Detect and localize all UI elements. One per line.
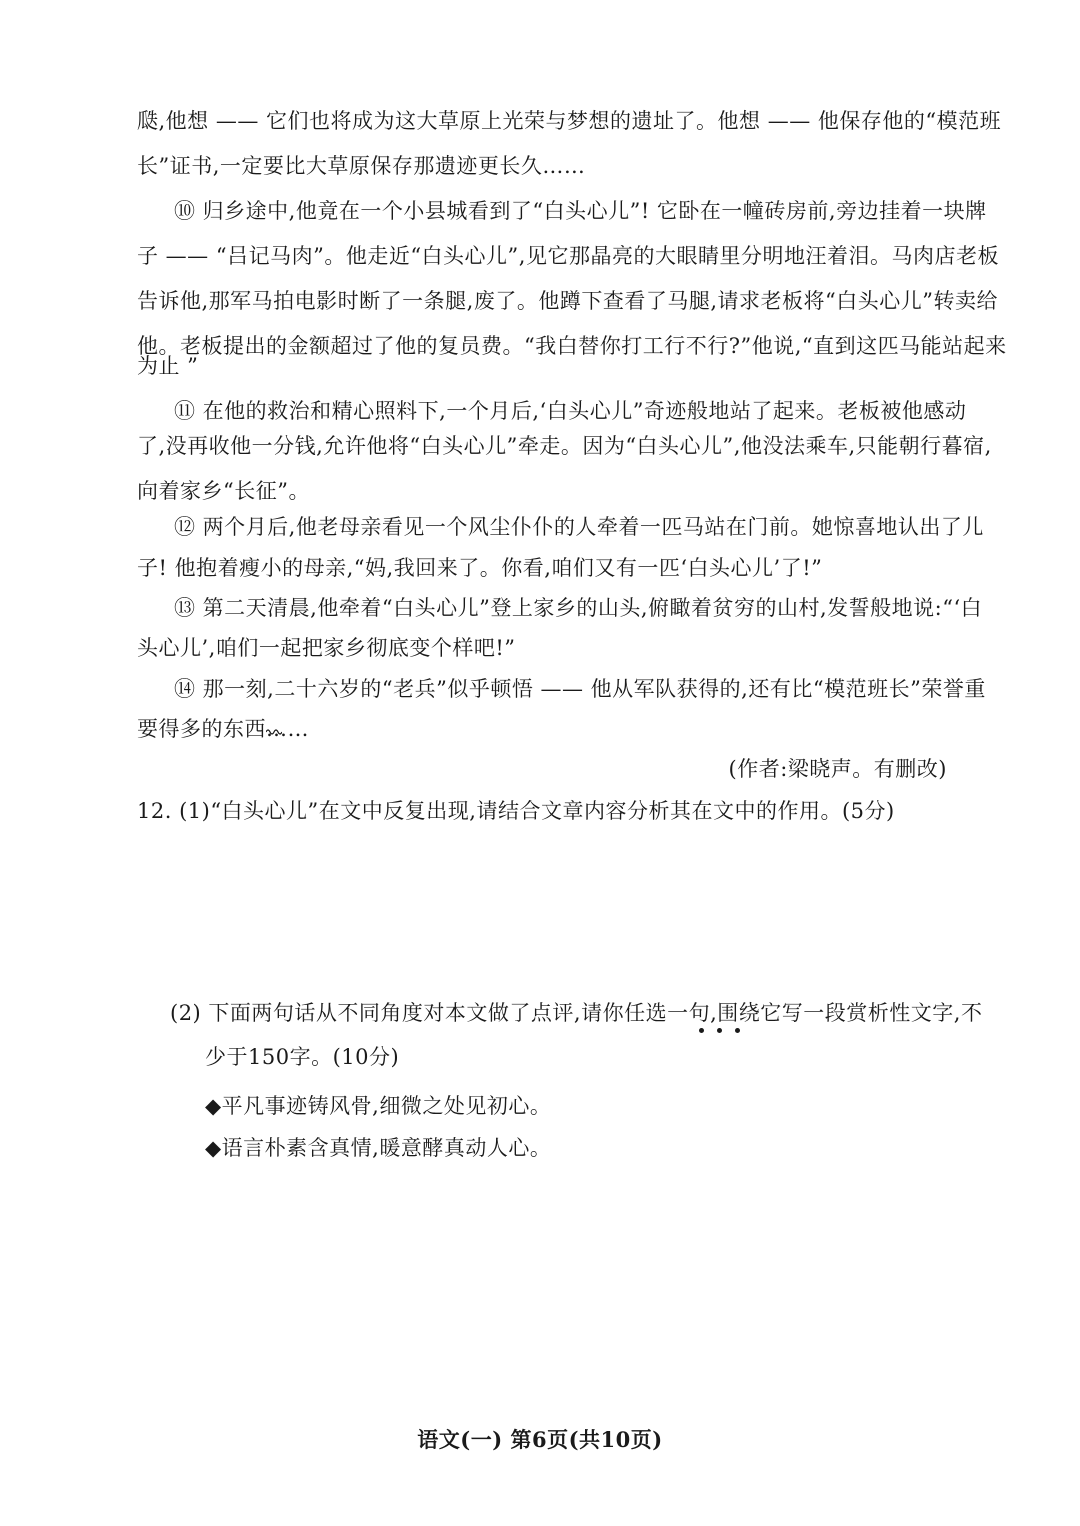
passage-line: 向着家乡“长征”。 (137, 479, 310, 503)
question-12-2: (2) 下面两句话从不同角度对本文做了点评,请你任选一句,围绕它写一段赏析性文字,不 (170, 1001, 983, 1025)
author-note: (作者:梁晓声。有删改) (728, 757, 947, 781)
passage-line: 了,没再收他一分钱,允许他将“白头心儿”牵走。因为“白头心儿”,他没法乘车,只能朝行暮宿, (137, 434, 992, 458)
paragraph-11-line: ⑪ 在他的救治和精心照料下,一个月后,‘白头心儿”奇迹般地站了起来。老板被他感动 (174, 399, 967, 423)
option-b: ◆语言朴素含真情,暖意酵真动人心。 (205, 1136, 552, 1160)
paragraph-13-line: ⑬ 第二天清晨,他牵着“白头心儿”登上家乡的山头,俯瞰着贫穷的山村,发誓般地说:“‘白 (174, 596, 983, 620)
passage-line: 他。老板提出的金额超过了他的复员费。“我白替你打工行不行?”他说,“直到这匹马能站起来 (137, 334, 1007, 358)
passage-line: 长”证书,一定要比大草原保存那遗迹更长久…… (137, 154, 586, 178)
passage-line: 为止 ” (137, 354, 199, 378)
paragraph-14-line: ⑭ 那一刻,二十六岁的“老兵”似乎顿悟 —— 他从军队获得的,还有比“模范班长”荣誉重 (174, 677, 986, 701)
passage-line: 子 —— “吕记马肉”。他走近“白头心儿”,见它那晶亮的大眼睛里分明地汪着泪。马肉店老板 (137, 244, 999, 268)
passage-line: 头心儿’,咱们一起把家乡彻底变个样吧!” (137, 636, 516, 660)
question-12-1: 12. (1)“白头心儿”在文中反复出现,请结合文章内容分析其在文中的作用。(5分) (137, 799, 895, 823)
passage-line: 告诉他,那军马拍电影时断了一条腿,废了。他蹲下查看了马腿,请求老板将“白头心儿”转卖给 (137, 289, 998, 313)
passage-line: 瓞,他想 —— 它们也将成为这大草原上光荣与梦想的遗址了。他想 —— 他保存他的“模范班 (137, 109, 1002, 133)
paragraph-10-line: ⑩ 归乡途中,他竟在一个小县城看到了“白头心儿”! 它卧在一幢砖房前,旁边挂着一块牌 (174, 199, 987, 223)
emphasis-dots (697, 1028, 747, 1036)
paragraph-12-line: ⑫ 两个月后,他老母亲看见一个风尘仆仆的人牵着一匹马站在门前。她惊喜地认出了儿 (174, 515, 984, 539)
question-12-2-cont: 少于150字。(10分) (205, 1045, 400, 1069)
wavy-underline-mark (266, 728, 282, 736)
page-footer: 语文(一) 第6页(共10页) (417, 1427, 663, 1452)
passage-line: 子! 他抱着瘦小的母亲,“妈,我回来了。你看,咱们又有一匹‘白头心儿’了!” (137, 556, 823, 580)
option-a: ◆平凡事迹铸风骨,细微之处见初心。 (205, 1094, 552, 1118)
passage-line: 要得多的东西…… (137, 717, 309, 741)
